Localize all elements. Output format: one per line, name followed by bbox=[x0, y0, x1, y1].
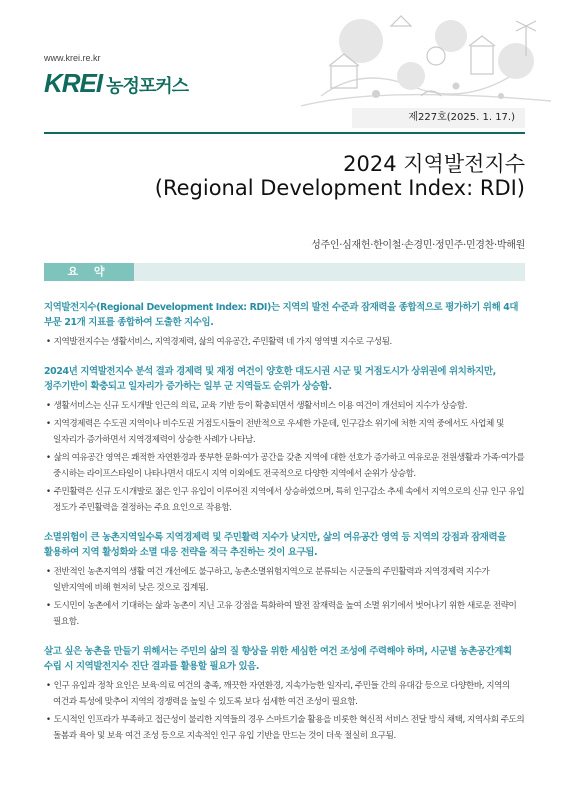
logo-mark: KREI bbox=[44, 68, 103, 98]
page-subtitle: (Regional Development Index: RDI) bbox=[154, 176, 525, 200]
authors: 성주인·심재헌·한이철·손경민·정민주·민경찬·박해원 bbox=[311, 240, 525, 251]
bullet-item: • 지역경제력은 수도권 지역이나 비수도권 거점도시들이 전반적으로 우세한 가운데, 인구감소 위기에 처한 지역 중에서도 사업체 및 일자리가 증가하면서 지역경제력이 상승한 사례가 나타남. bbox=[44, 416, 525, 448]
summary-section bbox=[44, 364, 525, 516]
title-divider bbox=[44, 132, 525, 134]
section-heading: 2024년 지역발전지수 분석 결과 경제력 및 재정 여건이 양호한 대도시권 시군 및 거점도시가 상위권에 위치하지만, 정주기반이 확충되고 일자리가 증가하는 일부 군 지역들도 순위가 상승함. bbox=[44, 366, 496, 392]
summary-section bbox=[44, 300, 525, 350]
krei-logo bbox=[44, 68, 188, 99]
bullet-item: • 생활서비스는 신규 도시개발 인근의 의료, 교육 기반 등이 확충되면서 생활서비스 이용 여건이 개선되어 지수가 상승함. bbox=[44, 398, 525, 414]
website-url: www.krei.re.kr bbox=[44, 53, 101, 63]
section-heading: 소멸위험이 큰 농촌지역일수록 지역경제력 및 주민활력 지수가 낮지만, 삶의 여유공간 영역 등 지역의 강점과 잠재력을 활용하여 지역 활성화와 소멸 대응 전략을 적극 추진하는 것이 요구됨. bbox=[44, 532, 506, 558]
page-title: 2024 지역발전지수 bbox=[343, 152, 525, 176]
bullet-item: • 전반적인 농촌지역의 생활 여건 개선에도 불구하고, 농촌소멸위험지역으로 분류되는 시군들의 주민활력과 지역경제력 지수가 일반지역에 비해 현저히 낮은 것으로 집계됨. bbox=[44, 564, 525, 596]
section-heading: 지역발전지수(Regional Development Index: RDI)는 지역의 발전 수준과 잠재력을 종합적으로 평가하기 위해 4대 부문 21개 지표를 종합하여 도출한 지수임. bbox=[44, 302, 519, 328]
summary-content bbox=[44, 300, 525, 758]
bullet-item: • 삶의 여유공간 영역은 쾌적한 자연환경과 풍부한 문화·여가 공간을 갖춘 지역에 대한 선호가 증가하고 여유로운 전원생활과 가족·여가를 중시하는 라이프스타일이 나타나면서 대도시 지역 이외에도 전국적으로 다양한 지역에서 순위가 상승함. bbox=[44, 450, 525, 482]
bullet-item: • 주민활력은 신규 도시개발로 젊은 인구 유입이 이루어진 지역에서 상승하였으며, 특히 인구감소 추세 속에서 지역으로의 신규 인구 유입 정도가 주민활력을 결정하는 주요 요인으로 작용함. bbox=[44, 484, 525, 516]
summary-label: 요 약 bbox=[44, 263, 134, 281]
summary-section bbox=[44, 644, 525, 744]
section-heading: 살고 싶은 농촌을 만들기 위해서는 주민의 삶의 질 향상을 위한 세심한 여건 조성에 주력해야 하며, 시군별 농촌공간계획 수립 시 지역발전지수 진단 결과를 활용할 필요가 있음. bbox=[44, 646, 512, 672]
bullet-item: • 인구 유입과 정착 요인은 보육·의료 여건의 충족, 깨끗한 자연환경, 지속가능한 일자리, 주민들 간의 유대감 등으로 다양한바, 지역의 여건과 특성에 맞추어 지역의 경쟁력을 높일 수 있도록 보다 섬세한 여건 조성이 필요함. bbox=[44, 678, 525, 710]
bullet-item: • 지역발전지수는 생활서비스, 지역경제력, 삶의 여유공간, 주민활력 네 가지 영역별 지수로 구성됨. bbox=[44, 334, 525, 350]
summary-section bbox=[44, 530, 525, 630]
issue-number: 제227호(2025. 1. 17.) bbox=[352, 108, 525, 128]
bullet-item: • 도시민이 농촌에서 기대하는 삶과 농촌이 지닌 고유 강점을 특화하여 발전 잠재력을 높여 소멸 위기에서 벗어나기 위한 새로운 전략이 필요함. bbox=[44, 598, 525, 630]
bullet-item: • 도시적인 인프라가 부족하고 접근성이 불리한 지역들의 경우 스마트기술 활용을 비롯한 혁신적 서비스 전달 방식 채택, 지역사회 주도의 돌봄과 육아 및 보육 여건 조성 등으로 지속적인 인구 유입 기반을 만드는 것이 더욱 절실히 요구됨. bbox=[44, 712, 525, 744]
logo-text: 농정포커스 bbox=[106, 76, 189, 97]
rural-illustration-icon bbox=[301, 6, 551, 114]
